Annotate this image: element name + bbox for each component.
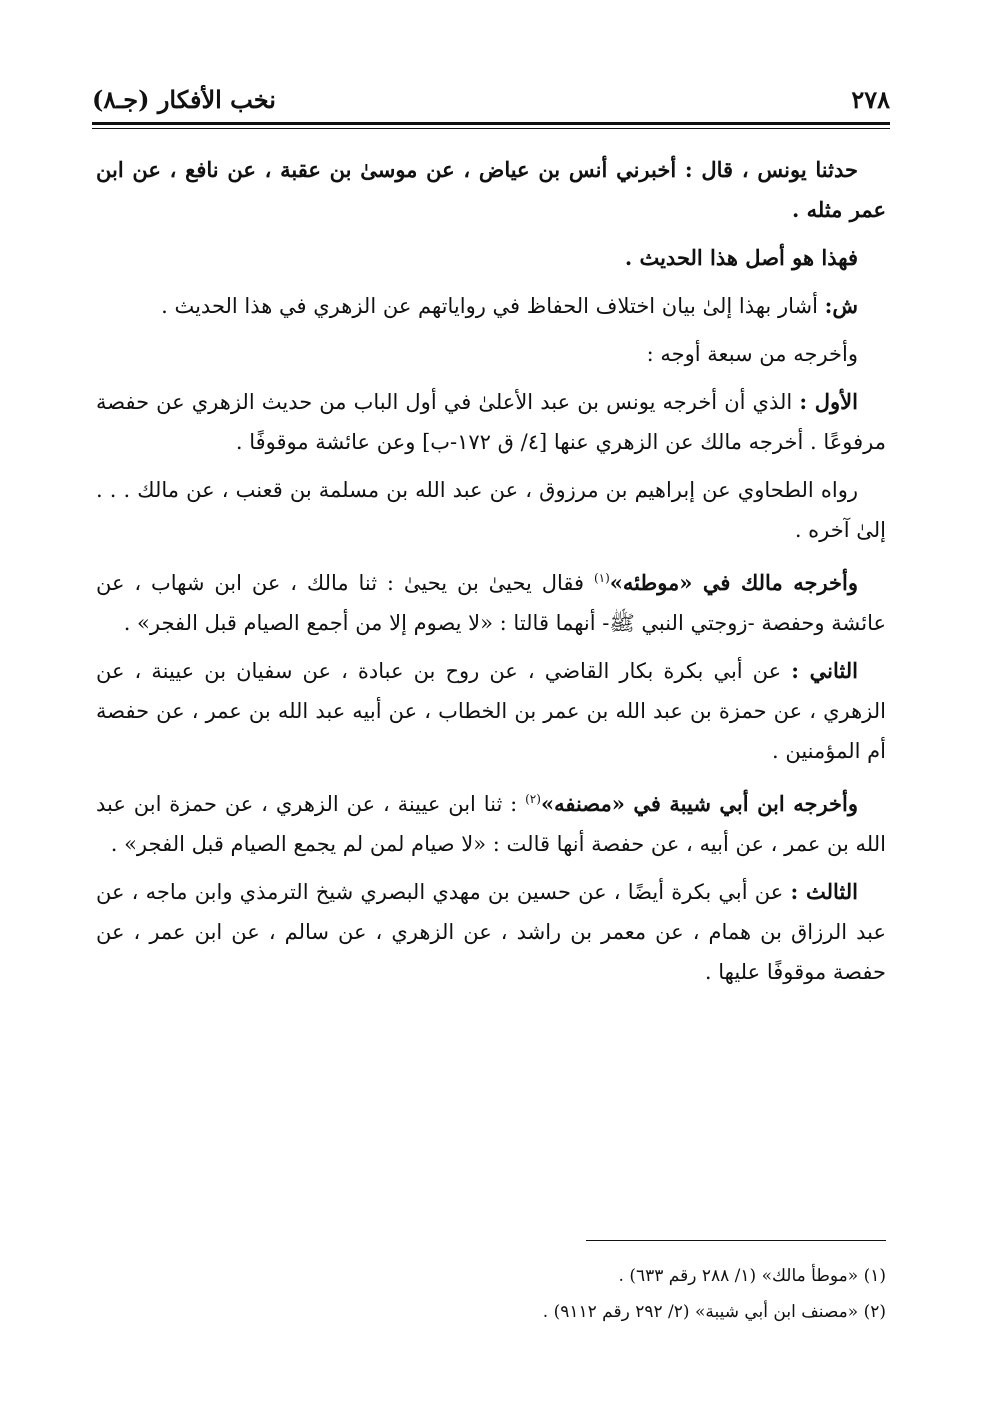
paragraph-8-text: عن أبي بكرة بكار القاضي ، عن روح بن عبادة ، عن سفيان بن عيينة ، عن الزهري ، عن حمزة بن عبد الله بن عمر بن الخطاب ، عن أبيه عبد الله بن عمر ، عن حفصة أم المؤمنين . bbox=[96, 659, 886, 763]
paragraph-5-label: الأول : bbox=[799, 389, 858, 414]
footnote-divider bbox=[586, 1240, 886, 1241]
paragraph-10 bbox=[96, 872, 886, 992]
footnote-1: (١) «موطأ مالك» (١/ ٢٨٨ رقم ٦٣٣) . bbox=[618, 1266, 886, 1286]
page-number: ٢٧٨ bbox=[851, 84, 890, 114]
paragraph-3-text: أشار بهذا إلىٰ بيان اختلاف الحفاظ في رواياتهم عن الزهري في هذا الحديث . bbox=[161, 294, 825, 318]
footnote-2: (٢) «مصنف ابن أبي شيبة» (٢/ ٢٩٢ رقم ٩١١٢) . bbox=[542, 1302, 886, 1322]
footnote-ref-2[interactable]: (٢) bbox=[525, 792, 541, 806]
paragraph-10-text: عن أبي بكرة أيضًا ، عن حسين بن مهدي البصري شيخ الترمذي وابن ماجه ، عن عبد الرزاق بن همام ، عن معمر بن راشد ، عن الزهري ، عن سالم ، عن ابن عمر ، عن حفصة موقوفًا عليها . bbox=[96, 880, 886, 984]
page-body bbox=[96, 150, 886, 1000]
footnotes bbox=[96, 1258, 886, 1330]
paragraph-3-label: ش: bbox=[824, 293, 858, 318]
paragraph-9 bbox=[96, 779, 886, 864]
header-rule-thick bbox=[92, 122, 890, 125]
paragraph-7-text: فقال يحيىٰ بن يحيىٰ : ثنا مالك ، عن ابن شهاب ، عن عائشة وحفصة -زوجتي النبي ﷺ- أنهما قالتا : «لا يصوم إلا من أجمع الصيام قبل الفجر» . bbox=[96, 571, 886, 635]
paragraph-4: وأخرجه من سبعة أوجه : bbox=[646, 342, 858, 366]
paragraph-1: حدثنا يونس ، قال : أخبرني أنس بن عياض ، عن موسىٰ بن عقبة ، عن نافع ، عن ابن عمر مثله . bbox=[96, 157, 886, 222]
paragraph-3 bbox=[96, 286, 886, 326]
header-rule-thin bbox=[92, 128, 890, 129]
paragraph-10-label: الثالث : bbox=[790, 879, 858, 904]
book-title: نخب الأفكار (جـ٨) bbox=[92, 84, 276, 114]
paragraph-5 bbox=[96, 382, 886, 462]
paragraph-6: رواه الطحاوي عن إبراهيم بن مرزوق ، عن عبد الله بن مسلمة بن قعنب ، عن مالك . . . إلىٰ آخره . bbox=[96, 478, 886, 542]
footnote-ref-1[interactable]: (١) bbox=[593, 571, 610, 585]
paragraph-7 bbox=[96, 558, 886, 643]
paragraph-8 bbox=[96, 651, 886, 771]
paragraph-9-text: : ثنا ابن عيينة ، عن الزهري ، عن حمزة ابن عبد الله بن عمر ، عن أبيه ، عن حفصة أنها قالت : «لا صيام لمن لم يجمع الصيام قبل الفجر» . bbox=[96, 792, 886, 856]
paragraph-2: فهذا هو أصل هذا الحديث . bbox=[624, 245, 858, 270]
paragraph-7-label: وأخرجه مالك في «موطئه» bbox=[609, 570, 858, 595]
paragraph-9-label: وأخرجه ابن أبي شيبة في «مصنفه» bbox=[540, 791, 859, 816]
paragraph-5-text: الذي أن أخرجه يونس بن عبد الأعلىٰ في أول الباب من حديث الزهري عن حفصة مرفوعًا . أخرجه مالك عن الزهري عنها [٤/ ق ١٧٢-ب] وعن عائشة موقوفًا . bbox=[96, 390, 886, 454]
page-header bbox=[92, 82, 890, 116]
paragraph-8-label: الثاني : bbox=[791, 658, 858, 683]
